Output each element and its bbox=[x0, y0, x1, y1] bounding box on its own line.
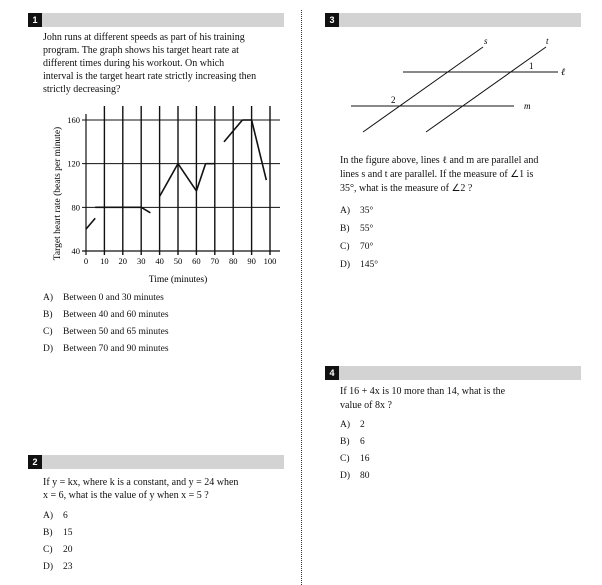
choice-c[interactable] bbox=[43, 545, 73, 556]
label-l: ℓ bbox=[561, 67, 566, 78]
stem-line: strictly decreasing? bbox=[43, 84, 121, 95]
choice-text: 145° bbox=[360, 260, 379, 270]
choice-letter: A) bbox=[340, 206, 351, 216]
y-tick-label: 120 bbox=[67, 158, 80, 169]
x-tick-label: 50 bbox=[173, 256, 183, 266]
x-tick-label: 80 bbox=[228, 256, 238, 266]
line-t bbox=[426, 47, 546, 132]
choice-text: 23 bbox=[63, 562, 73, 572]
choice-c[interactable] bbox=[340, 242, 373, 253]
x-axis-title: Time (minutes) bbox=[148, 275, 208, 285]
label-t: t bbox=[546, 36, 549, 46]
choice-b[interactable] bbox=[340, 437, 365, 448]
choice-text: 35° bbox=[360, 206, 374, 216]
choice-letter: B) bbox=[43, 528, 53, 538]
y-axis-title: Target heart rate (beats per minute) bbox=[53, 126, 63, 261]
stem-line: x = 6, what is the value of y when x = 5 ? bbox=[43, 490, 209, 501]
choice-letter: D) bbox=[340, 471, 351, 481]
choice-d[interactable] bbox=[43, 562, 73, 573]
line-s bbox=[363, 47, 483, 132]
choice-letter: C) bbox=[340, 242, 350, 252]
heart-rate-chart bbox=[0, 100, 300, 290]
question-number: 3 bbox=[325, 13, 339, 27]
stem-line: lines s and t are parallel. If the measure of ∠1 is bbox=[340, 169, 534, 180]
question-number: 2 bbox=[28, 455, 42, 469]
choice-a[interactable] bbox=[43, 293, 164, 304]
question-number: 1 bbox=[28, 13, 42, 27]
choice-text: 20 bbox=[63, 545, 73, 555]
choice-letter: B) bbox=[340, 224, 350, 234]
choice-a[interactable] bbox=[340, 206, 373, 217]
choice-a[interactable] bbox=[340, 420, 365, 431]
stem-line: 35°, what is the measure of ∠2 ? bbox=[340, 183, 473, 194]
x-tick-label: 60 bbox=[192, 256, 201, 266]
stem-line: John runs at different speeds as part of his training bbox=[43, 32, 245, 43]
label-s: s bbox=[484, 36, 488, 46]
x-tick-label: 90 bbox=[247, 256, 256, 266]
choice-c[interactable] bbox=[43, 327, 169, 338]
stem-line: If 16 + 4x is 10 more than 14, what is the bbox=[340, 386, 506, 397]
stem-line: value of 8x ? bbox=[340, 400, 392, 411]
angle-1-label: 1 bbox=[529, 61, 534, 71]
x-tick-label: 100 bbox=[263, 256, 277, 266]
question-3-header bbox=[325, 13, 581, 27]
choice-letter: C) bbox=[43, 545, 53, 555]
choice-c[interactable] bbox=[340, 454, 370, 465]
choice-text: Between 0 and 30 minutes bbox=[63, 293, 164, 303]
choice-letter: D) bbox=[340, 260, 351, 270]
choice-text: 55° bbox=[360, 224, 374, 234]
choice-text: 16 bbox=[360, 454, 370, 464]
stem-line: interval is the target heart rate strictly increasing then bbox=[43, 71, 257, 82]
stem-line: program. The graph shows his target heart rate at bbox=[43, 45, 239, 56]
choice-text: 70° bbox=[360, 242, 374, 252]
choice-text: 15 bbox=[63, 528, 73, 538]
choice-letter: A) bbox=[43, 293, 54, 303]
data-segment bbox=[141, 207, 150, 212]
data-segment bbox=[178, 164, 196, 191]
y-tick-label: 160 bbox=[67, 115, 80, 125]
choice-text: 6 bbox=[360, 437, 365, 447]
choice-letter: C) bbox=[340, 454, 350, 464]
data-segment bbox=[233, 120, 242, 131]
choice-a[interactable] bbox=[43, 511, 68, 522]
choice-letter: B) bbox=[340, 437, 350, 447]
choice-d[interactable] bbox=[43, 344, 169, 355]
label-m: m bbox=[524, 101, 531, 111]
choice-text: Between 70 and 90 minutes bbox=[63, 344, 169, 354]
choice-letter: B) bbox=[43, 310, 53, 320]
question-1-header bbox=[28, 13, 284, 27]
question-number: 4 bbox=[325, 366, 339, 380]
x-tick-label: 20 bbox=[118, 256, 128, 266]
choice-text: 80 bbox=[360, 471, 370, 481]
choice-letter: D) bbox=[43, 344, 54, 354]
choice-letter: D) bbox=[43, 562, 54, 572]
x-tick-label: 70 bbox=[210, 256, 220, 266]
question-2-header bbox=[28, 455, 284, 469]
choice-text: 2 bbox=[360, 420, 365, 430]
choice-letter: A) bbox=[340, 420, 351, 430]
choice-b[interactable] bbox=[340, 224, 373, 235]
parallel-lines-figure bbox=[340, 30, 580, 130]
choice-letter: C) bbox=[43, 327, 53, 337]
data-segment bbox=[252, 120, 267, 180]
x-tick-label: 10 bbox=[100, 256, 109, 266]
choice-text: 6 bbox=[63, 511, 68, 521]
data-segment bbox=[196, 164, 205, 191]
choice-text: Between 50 and 65 minutes bbox=[63, 327, 169, 337]
angle-2-label: 2 bbox=[391, 95, 396, 105]
stem-line: different times during his workout. On which bbox=[43, 58, 225, 69]
choice-b[interactable] bbox=[43, 310, 169, 321]
question-4-header bbox=[325, 366, 581, 380]
y-tick-label: 80 bbox=[71, 202, 80, 213]
choice-text: Between 40 and 60 minutes bbox=[63, 310, 169, 320]
data-segment bbox=[160, 164, 178, 197]
y-tick-label: 40 bbox=[71, 246, 80, 256]
x-tick-label: 30 bbox=[136, 256, 146, 266]
choice-letter: A) bbox=[43, 511, 54, 521]
choice-d[interactable] bbox=[340, 260, 378, 271]
data-segment bbox=[86, 218, 95, 229]
stem-line: In the figure above, lines ℓ and m are parallel and bbox=[340, 155, 539, 166]
column-divider bbox=[301, 10, 302, 585]
x-tick-label: 0 bbox=[83, 256, 89, 266]
choice-b[interactable] bbox=[43, 528, 73, 539]
stem-line: If y = kx, where k is a constant, and y = 24 when bbox=[43, 477, 239, 488]
choice-d[interactable] bbox=[340, 471, 370, 482]
x-tick-label: 40 bbox=[155, 256, 164, 266]
data-segment bbox=[224, 131, 233, 142]
